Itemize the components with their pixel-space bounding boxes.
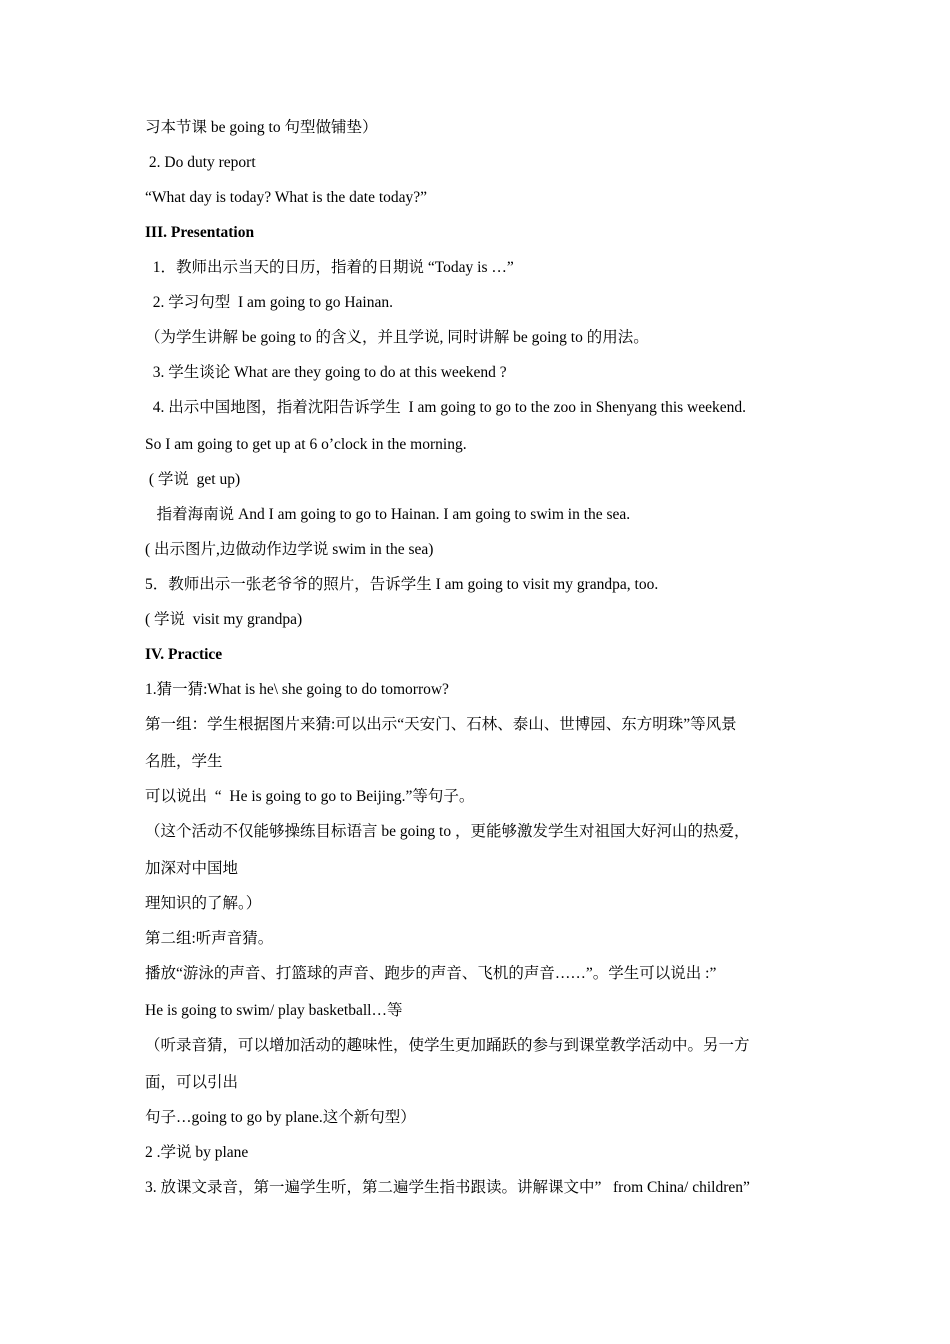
text-line: 播放“游泳的声音、打篮球的声音、跑步的声音、飞机的声音……”。学生可以说出 :” [145, 965, 717, 982]
text-line: 习本节课 be going to 句型做铺垫） [145, 119, 378, 136]
text-line: ( 学说 get up) [145, 471, 241, 488]
text-line: ( 出示图片,边做动作边学说 swim in the sea) [145, 541, 434, 558]
text-line: 名胜，学生 [145, 753, 223, 770]
text-line: 5．教师出示一张老爷爷的照片，告诉学生 I am going to visit my grandpa, too. [145, 576, 659, 593]
text-line: 可以说出 “ He is going to go to Beijing.”等句子。 [145, 788, 475, 805]
text-line: 2. 学习句型 I am going to go Hainan. [145, 294, 393, 311]
text-line: （听录音猜，可以增加活动的趣味性，使学生更加踊跃的参与到课堂教学活动中。另一方 [145, 1037, 750, 1054]
text-line: 2 .学说 by plane [145, 1144, 249, 1161]
text-line: 2. Do duty report [145, 154, 256, 171]
text-line: 第二组:听声音猜。 [145, 930, 274, 947]
text-line: ( 学说 visit my grandpa) [145, 611, 303, 628]
text-line: 3. 放课文录音，第一遍学生听，第二遍学生指书跟读。讲解课文中” from China/ children” [145, 1179, 750, 1196]
text-line: 1．教师出示当天的日历，指着的日期说 “Today is …” [145, 259, 514, 276]
text-line: 面，可以引出 [145, 1074, 239, 1091]
text-line: 3. 学生谈论 What are they going to do at this weekend ? [145, 364, 507, 381]
text-line: 第一组：学生根据图片来猜:可以出示“天安门、石林、泰山、世博园、东方明珠”等风景 [145, 716, 737, 733]
text-line: 句子…going to go by plane.这个新句型） [145, 1109, 416, 1126]
section-heading: IV. Practice [145, 646, 223, 663]
text-line: So I am going to get up at 6 o’clock in the morning. [145, 436, 467, 453]
text-line: He is going to swim/ play basketball…等 [145, 1002, 403, 1019]
text-line: 4. 出示中国地图，指着沈阳告诉学生 I am going to go to the zoo in Shenyang this weekend. [145, 399, 746, 416]
text-line: 加深对中国地 [145, 860, 239, 877]
text-line: 理知识的了解。） [145, 895, 262, 912]
text-line: 1.猜一猜:What is he\ she going to do tomorrow? [145, 681, 449, 698]
text-line: “What day is today? What is the date today?” [145, 189, 428, 206]
section-heading: III. Presentation [145, 224, 255, 241]
text-line: （为学生讲解 be going to 的含义，并且学说, 同时讲解 be going to 的用法。 [145, 329, 649, 346]
text-line: （这个活动不仅能够操练目标语言 be going to ，更能够激发学生对祖国大好河山的热爱， [145, 823, 750, 840]
text-line: 指着海南说 And I am going to go to Hainan. I am going to swim in the sea. [145, 506, 631, 523]
